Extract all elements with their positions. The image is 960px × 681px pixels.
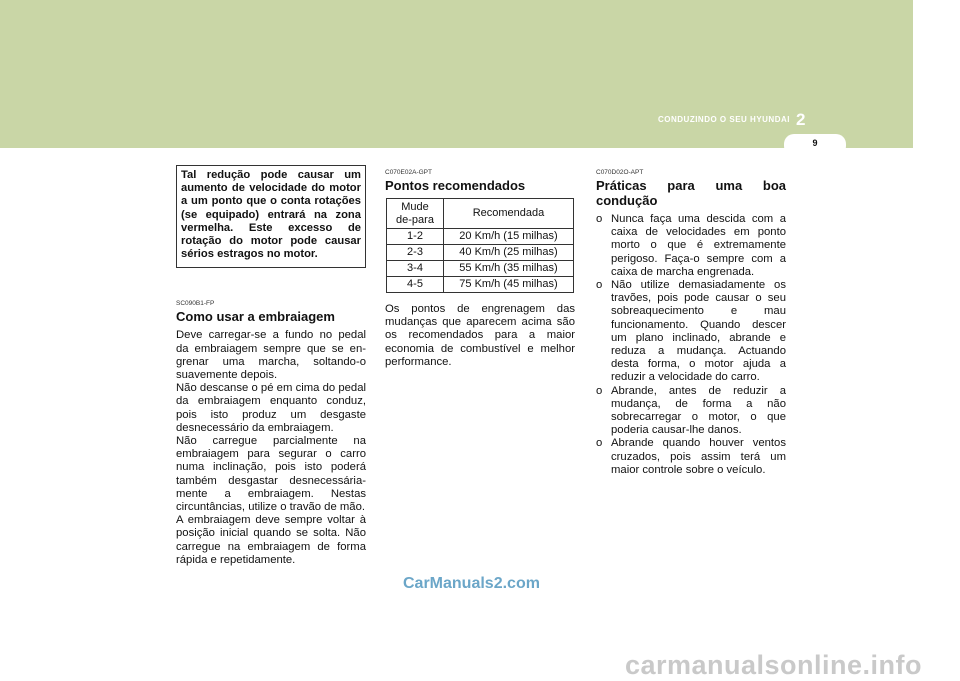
paragraph: A embraiagem deve sempre voltar à posição inicial quando se solta. Não carregue na embraiagem de forma rápida e repetidamente. — [176, 514, 366, 566]
header-band — [0, 0, 913, 148]
section-code: SC090B1-FP — [176, 300, 215, 308]
table-row — [387, 229, 574, 245]
table-cell-shift: 2-3 — [387, 245, 444, 261]
column-middle — [385, 165, 575, 369]
table-cell-speed: 20 Km/h (15 milhas) — [444, 229, 574, 245]
list-item-text: Abrande, antes de reduzir a mudança, de forma a não sobrecarregar o motor, o que poderia causar-lhe danos. — [611, 384, 786, 437]
paragraph: Não descanse o pé em cima do pedal da embraiagem enquanto conduz, pois isto produz um desgaste desnecessário da embraiagem. — [176, 382, 366, 434]
table-cell-shift: 4-5 — [387, 277, 444, 293]
section-code: C070E02A-GPT — [385, 169, 432, 176]
list-item — [596, 213, 786, 279]
section-code: C070D02O-APT — [596, 169, 644, 176]
bullet-icon: o — [596, 384, 603, 397]
table-cell-shift: 3-4 — [387, 261, 444, 277]
table-cell-shift: 1-2 — [387, 229, 444, 245]
table-row — [387, 261, 574, 277]
warning-box: Tal redução pode causar um aumento de velocidade do motor a um ponto que o conta rotações (se equipado) entrará na zona vermelha. Este excesso de rotação do motor pode causar sérios estragos no motor. — [176, 165, 366, 268]
paragraph: Os pontos de engrenagem das mudanças que aparecem acima são os recomendados para a maior economia de combustível e melhor performance. — [385, 303, 575, 368]
table-cell-speed: 55 Km/h (35 milhas) — [444, 261, 574, 277]
list-item — [596, 437, 786, 477]
bullet-icon: o — [596, 213, 603, 225]
list-item-text: Não utilize demasiadamente os travões, pois pode causar o seu sobreaquecimento e mau funcionamento. Quando descer um plano inclinado, abrande e reduza a mudança. Actuando desta forma, o motor ajuda a reduzir a velocidade do carro. — [611, 279, 786, 384]
list-item-text: Abrande quando houver ventos cruzados, pois assim terá um maior controle sobre o veículo. — [611, 437, 786, 476]
table-cell-speed: 75 Km/h (45 milhas) — [444, 277, 574, 293]
section-heading: Práticas para uma boa condução — [596, 178, 786, 208]
section-heading: Como usar a embraiagem — [176, 309, 335, 325]
table-row — [387, 277, 574, 293]
watermark-link[interactable]: CarManuals2.com — [403, 575, 540, 592]
header-text: de-para — [396, 213, 434, 226]
shift-points-table — [386, 198, 574, 293]
tips-list — [596, 213, 786, 477]
paragraph: Deve carregar-se a fundo no pedal da embraiagem sempre que se en-grenar uma marcha, soltando-o suavemente depois. — [176, 329, 366, 382]
table-row — [387, 245, 574, 261]
page-number: 9 — [812, 138, 818, 148]
chapter-number: 2 — [796, 110, 806, 129]
list-item-text: Nunca faça uma descida com a caixa de velocidades em ponto morto o que é extremamente perigoso. Faça-o sempre com a caixa de marcha engrenada. — [611, 213, 786, 278]
bullet-icon: o — [596, 279, 603, 292]
paragraph: Não carregue parcialmente na embraiagem para segurar o carro numa inclinação, pois isto poderá também desgastar desnecessária-mente a embraiagem. Nestas circuntâncias, utilize o travão de mão. — [176, 435, 366, 514]
section-heading: Pontos recomendados — [385, 178, 526, 193]
footer-site-link[interactable]: carmanualsonline.info — [624, 650, 922, 680]
chapter-title: CONDUZINDO O SEU HYUNDAI — [657, 115, 790, 124]
table-header-shift — [387, 199, 444, 229]
column-right — [596, 165, 786, 477]
table-header-row — [387, 199, 574, 229]
table-cell-speed: 40 Km/h (25 milhas) — [444, 245, 574, 261]
table-header-speed: Recomendada — [444, 199, 574, 229]
column-left — [176, 165, 366, 567]
list-item — [596, 385, 786, 438]
list-item — [596, 279, 786, 385]
bullet-icon: o — [596, 437, 603, 450]
header-text: Mude — [401, 200, 429, 213]
